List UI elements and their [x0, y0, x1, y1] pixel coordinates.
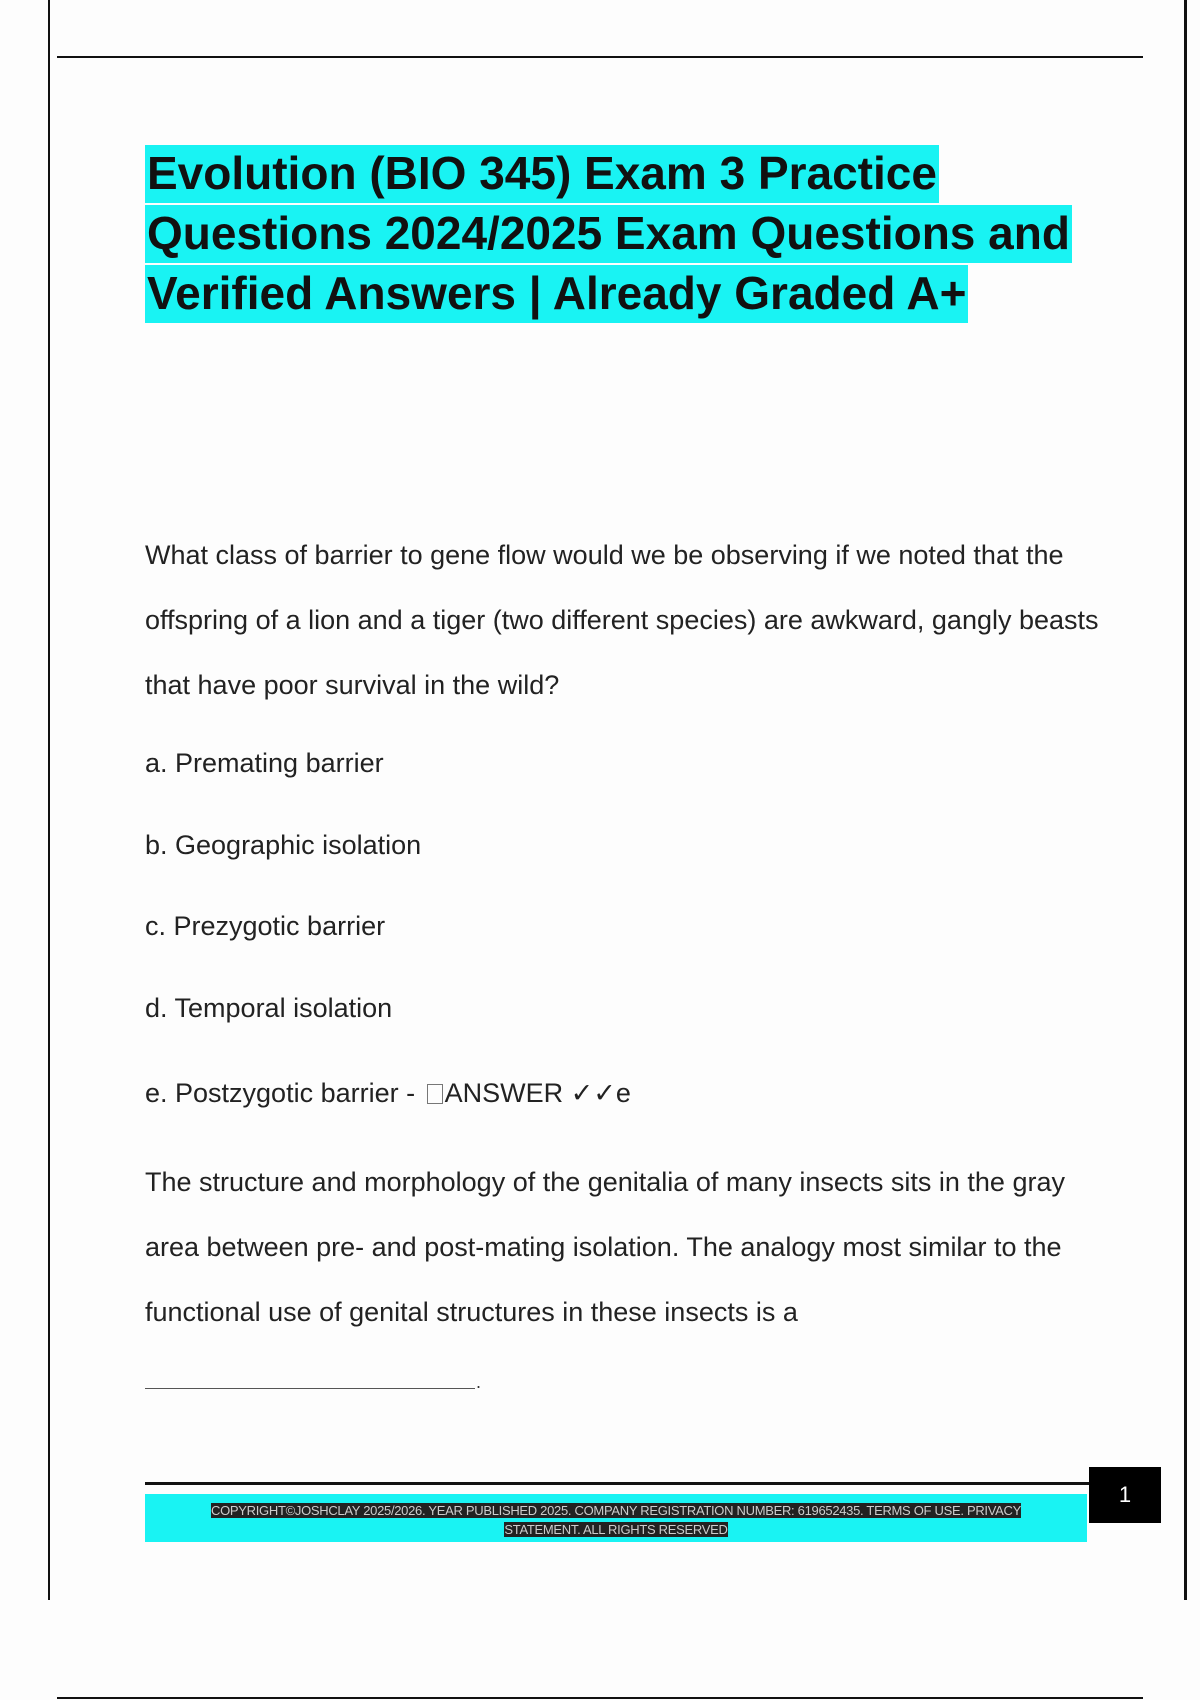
page-border-right [1184, 0, 1187, 1600]
answer-blank-line [145, 1388, 475, 1389]
footer-band [145, 1494, 1087, 1542]
footer-copyright [176, 1501, 1056, 1539]
title-highlight: Evolution (BIO 345) Exam 3 Practice Questions 2024/2025 Exam Questions and Verified Answers | Already Graded A+ [145, 145, 1072, 323]
top-rule [57, 56, 1143, 58]
question-2-text: The structure and morphology of the genitalia of many insects sits in the gray area between pre- and post-mating isolation. The analogy most similar to the functional use of genital structures in these insects is a [145, 1167, 1065, 1327]
option-d: d. Temporal isolation [145, 993, 393, 1023]
answer-label: ANSWER ✓✓e [444, 1078, 631, 1108]
bottom-rule [57, 1697, 1143, 1699]
document-title [145, 143, 1075, 323]
footer-copyright-line-2: STATEMENT. ALL RIGHTS RESERVED [504, 1522, 728, 1537]
page-number: 1 [1089, 1467, 1161, 1523]
option-e [145, 1078, 631, 1109]
option-a: a. Premating barrier [145, 748, 384, 778]
option-b: b. Geographic isolation [145, 830, 422, 860]
option-e-text: e. Postzygotic barrier - [145, 1078, 416, 1108]
footer-rule [145, 1482, 1090, 1485]
option-c: c. Prezygotic barrier [145, 911, 386, 941]
missing-glyph-icon [427, 1084, 443, 1104]
page-border-left [48, 0, 50, 1600]
footer-copyright-line-1: COPYRIGHT©JOSHCLAY 2025/2026. YEAR PUBLISHED 2025. COMPANY REGISTRATION NUMBER: 619652435. TERMS OF USE. PRIVACY [211, 1503, 1021, 1518]
question-1-text: What class of barrier to gene flow would we be observing if we noted that the offspring of a lion and a tiger (two different species) are awkward, gangly beasts that have poor survival in the wild? [145, 540, 1099, 700]
answer-blank-period: . [476, 1372, 482, 1392]
